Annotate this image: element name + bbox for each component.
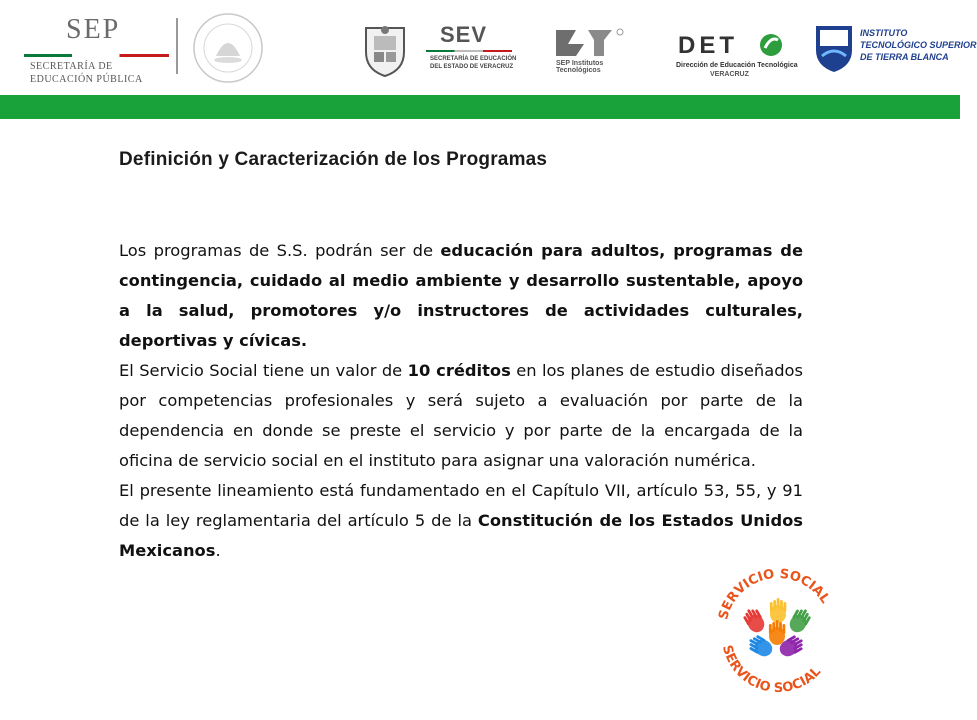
sep-logo-line2: EDUCACIÓN PÚBLICA [30, 74, 143, 85]
sep-logo-word: SEP [66, 14, 121, 45]
sep-institutos-logo [554, 26, 644, 76]
header-bar [0, 0, 977, 95]
det-leaf-icon [756, 30, 786, 60]
itstb-line3: DE TIERRA BLANCA [860, 52, 949, 62]
paragraph-1-bold: educación para adultos, programas de contingencia, cuidado al medio ambiente y desarrollo sustentable, apoyo a la salud, promotores y/o instructores de actividades culturales, deportivas y cívicas. [119, 241, 803, 350]
sev-logo [426, 22, 518, 78]
hands-icon [741, 598, 813, 660]
servicio-social-logo [712, 562, 842, 698]
veracruz-shield-logo [360, 22, 410, 78]
header-divider [176, 18, 178, 74]
paragraph-2-text-c: en los planes de estudio diseñados por competencias profesionales y será sujeto a evaluación por parte de la dependencia en donde se preste el servicio y por parte de la encargada de la oficina de servicio social en el instituto para asignar una valoración numérica. [119, 361, 803, 470]
hand-mark [741, 605, 768, 635]
mexico-seal-logo [188, 10, 268, 86]
paragraph-1 [119, 236, 803, 356]
sev-logo-word: SEV [440, 22, 488, 47]
body-text [119, 236, 803, 566]
paragraph-3 [119, 476, 803, 566]
servicio-social-bottom-text: SERVICIO SOCIAL [718, 643, 825, 697]
paragraph-1-text: Los programas de S.S. podrán ser de [119, 241, 441, 260]
paragraph-2-bold: 10 créditos [407, 361, 511, 380]
paragraph-2-text-a: El Servicio Social tiene un valor de [119, 361, 408, 380]
paragraph-3-text-c: . [215, 541, 221, 560]
hand-mark [786, 606, 813, 636]
itstb-logo [812, 22, 977, 78]
det-logo-line2: VERACRUZ [710, 71, 749, 78]
sep-logo [24, 14, 174, 84]
sep-logo-bar [24, 54, 169, 57]
itstb-line2: TECNOLÓGICO SUPERIOR [860, 40, 977, 50]
sep-institutos-subtitle: SEP Institutos Tecnológicos [556, 60, 604, 74]
paragraph-3-text-a: El presente lineamiento está fundamentado en el Capítulo VII, artículo 53, 55, y 91 de la ley reglamentaria del artículo 5 de la [119, 481, 803, 530]
paragraph-2 [119, 356, 803, 476]
det-logo-word: DET [678, 32, 738, 59]
sev-logo-line1: SECRETARÍA DE EDUCACIÓN [430, 56, 517, 62]
paragraph-3-bold: Constitución de los Estados Unidos Mexicanos [119, 511, 803, 560]
sep-logo-line1: SECRETARÍA DE [30, 61, 113, 72]
det-logo [676, 28, 798, 88]
itstb-line1: INSTITUTO [860, 28, 908, 38]
sev-logo-bar [426, 50, 512, 52]
sev-logo-line2: DEL ESTADO DE VERACRUZ [430, 64, 514, 70]
hand-mark [770, 598, 786, 623]
page-title: Definición y Caracterización de los Programas [119, 149, 548, 170]
itstb-badge-icon [812, 22, 856, 74]
servicio-social-top-text: SERVICIO SOCIAL [716, 566, 833, 622]
hand-mark [769, 620, 785, 645]
green-header-band [0, 95, 960, 119]
det-logo-line1: Dirección de Educación Tecnológica [676, 62, 798, 69]
